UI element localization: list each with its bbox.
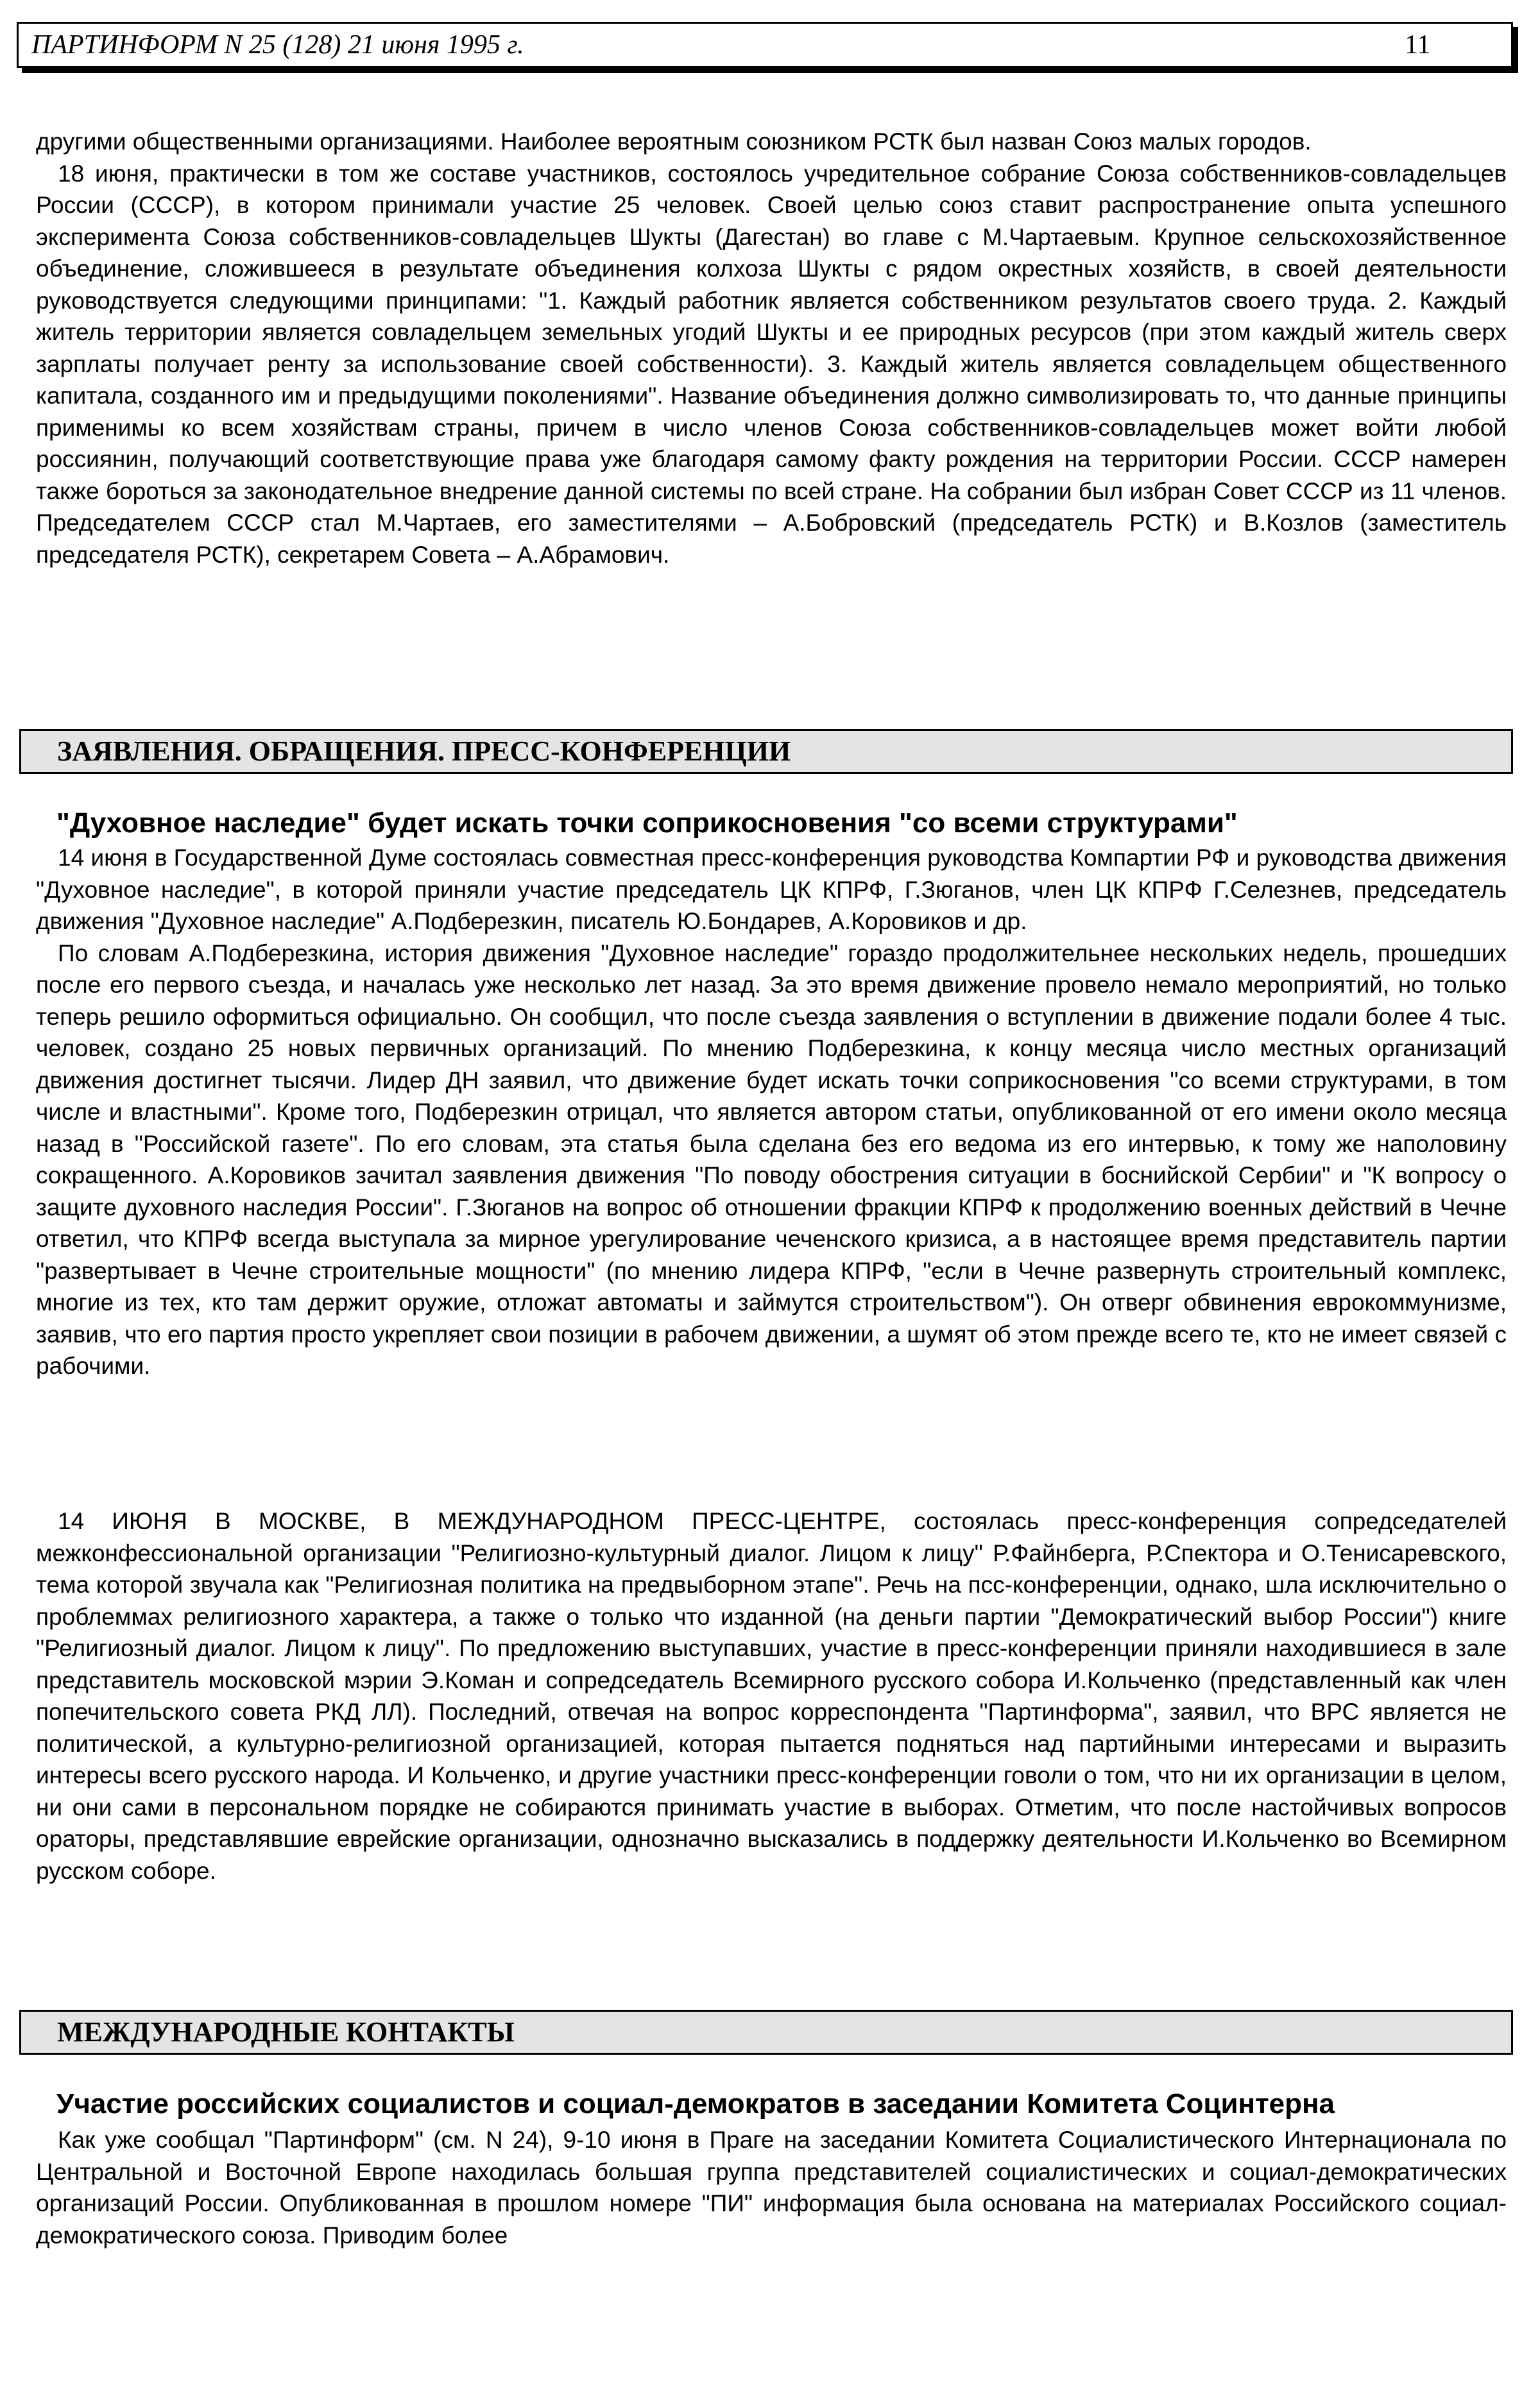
paragraph: другими общественными организациями. Наиболее вероятным союзником РСТК был назван Союз малых городов. [36, 128, 1312, 155]
paragraph: 18 июня, практически в том же составе участников, состоялось учредительное собрание Союза собственников-совладельцев России (СССР), в котором принимали участие 25 человек. Своей целью союз ставит распространение опыта успешного эксперимента Союза собственников-совладельцев Шукты (Дагестан) во главе с М.Чартаевым. Крупное сельскохозяйственное объединение, сложившееся в результате объединения колхоза Шукты с рядом окрестных хозяйств, в своей деятельности руководствуется следующими принципами: "1. Каждый работник является собственником результатов своего труда. 2. Каждый житель территории является совладельцем земельных угодий Шукты и ее природных ресурсов (при этом каждый житель сверх зарплаты получает ренту за использование своей собственности). 3. Каждый житель является совладельцем общественного капитала, созданного им и предыдущими поколениями". Название объединения должно символизировать то, что данные принципы применимы ко всем хозяйствам страны, причем в число членов Союза собственников-совладельцев может войти любой россиянин, получающий соответствующие права уже благодаря самому факту рождения на территории России. СССР намерен также бороться за законодательное внедрение данной системы по всей стране. На собрании был избран Совет СССР из 11 членов. Председателем СССР стал М.Чартаев, его заместителями – А.Бобровский (председатель РСТК) и В.Козлов (заместитель председателя РСТК), секретарем Совета – А.Абрамович. [36, 160, 1507, 568]
article-headline: Участие российских социалистов и социал-демократов в заседании Комитета Социнтерна [56, 2088, 1335, 2120]
page-number: 11 [1405, 30, 1431, 60]
publication-title: ПАРТИНФОРМ N 25 (128) 21 июня 1995 г. [31, 30, 524, 60]
section-heading: ЗАЯВЛЕНИЯ. ОБРАЩЕНИЯ. ПРЕСС-КОНФЕРЕНЦИИ [19, 729, 1513, 774]
article-headline: "Духовное наследие" будет искать точки соприкосновения "со всеми структурами" [56, 807, 1238, 839]
paragraph: По словам А.Подберезкина, история движения "Духовное наследие" гораздо продолжительнее нескольких недель, прошедших после его первого съезда, и началась уже несколько лет назад. За это время движение провело немало мероприятий, но только теперь решило оформиться официально. Он сообщил, что после съезда заявления о вступлении в движение подали более 4 тыс. человек, создано 25 новых первичных организаций. По мнению Подберезкина, к концу месяца число местных организаций движения достигнет тысячи. Лидер ДН заявил, что движение будет искать точки соприкосновения "со всеми структурами, в том числе и властными". Кроме того, Подберезкин отрицал, что является автором статьи, опубликованной от его имени около месяца назад в "Российской газете". По его словам, эта статья была сделана без его ведома из его интервью, к тому же наполовину сокращенного. А.Коровиков зачитал заявления движения "По поводу обострения ситуации в боснийской Сербии" и "К вопросу о защите духовного наследия России". Г.Зюганов на вопрос об отношении фракции КПРФ к продолжению военных действий в Чечне ответил, что КПРФ всегда выступала за мирное урегулирование чеченского кризиса, а в настоящее время представитель партии "развертывает в Чечне строительные мощности" (по мнению лидера КПРФ, "если в Чечне развернуть строительный комплекс, многие из тех, кто там держит оружие, отложат автоматы и займутся строительством"). Он отверг обвинения еврокоммунизме, заявив, что его партия просто укрепляет свои позиции в рабочем движении, а шумят об этом прежде всего те, кто не имеет связей с рабочими. [36, 939, 1507, 1379]
article-body [36, 842, 1507, 1382]
page-header [17, 22, 1513, 68]
paragraph: 14 ИЮНЯ В МОСКВЕ, В МЕЖДУНАРОДНОМ ПРЕСС-ЦЕНТРЕ, состоялась пресс-конференция сопредседателей межконфессиональной организации "Религиозно-культурный диалог. Лицом к лицу" Р.Файнберга, Р.Спектора и О.Тенисаревского, тема которой звучала как "Религиозная политика на предвыборном этапе". Речь на псс-конференции, однако, шла исключительно о проблеммах религиозного характера, а также о только что изданной (на деньги партии "Демократический выбор России") книге "Религиозный диалог. Лицом к лицу". По предложению выступавших, участие в пресс-конференции приняли находившиеся в зале представитель московской мэрии Э.Коман и сопредседатель Всемирного русского собора И.Кольченко (представленный как член попечительского совета РКД ЛЛ). Последний, отвечая на вопрос корреспондента "Партинформа", заявил, что ВРС является не политической, а культурно-религиозной организацией, которая пытается подняться над партийными интересами и выразить интересы всего русского народа. И Кольченко, и другие участники пресс-конференции говоли о том, что ни их организации в целом, ни они сами в персональном порядке не собираются принимать участие в выборах. Отметим, что после настойчивых вопросов ораторы, представлявшие еврейские организации, однозначно высказались в поддержку деятельности И.Кольченко во Всемирном русском соборе. [36, 1508, 1507, 1884]
article-body [36, 1505, 1507, 1887]
paragraph: 14 июня в Государственной Думе состоялась совместная пресс-конференция руководства Компартии РФ и руководства движения "Духовное наследие", в которой приняли участие председатель ЦК КПРФ, Г.Зюганов, член ЦК КПРФ Г.Селезнев, председатель движения "Духовное наследие" А.Подберезкин, писатель Ю.Бондарев, А.Коровиков и др. [36, 844, 1507, 934]
section-heading: МЕЖДУНАРОДНЫЕ КОНТАКТЫ [19, 2010, 1513, 2055]
intro-article [36, 126, 1507, 570]
article-body [36, 2124, 1507, 2251]
paragraph: Как уже сообщал "Партинформ" (см. N 24), 9-10 июня в Праге на заседании Комитета Социалистического Интернационала по Центральной и Восточной Европе находилась большая группа представителей социалистических и социал-демократических организаций России. Опубликованная в прошлом номере "ПИ" информация была основана на материалах Российского социал-демократического союза. Приводим более [36, 2127, 1507, 2249]
